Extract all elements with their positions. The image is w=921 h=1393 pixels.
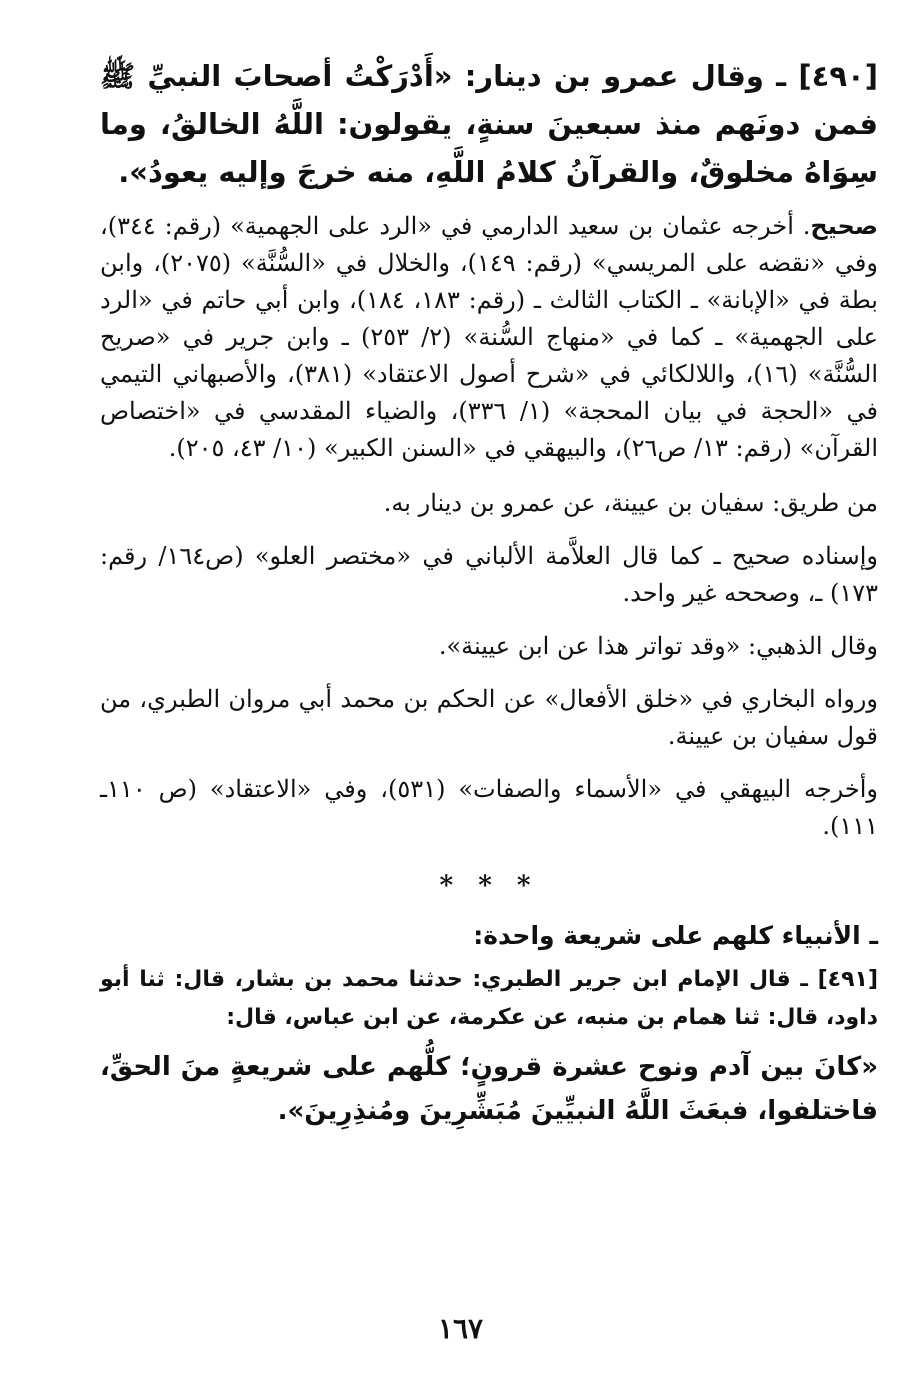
takhrij-paragraph-1-text: . أخرجه عثمان بن سعيد الدارمي في «الرد على الجهمية» (رقم: ٣٤٤)، وفي «نقضه على المريسي» (رقم: ١٤٩)، والخلال في «السُّنَّة» (٢٠٧٥)، وابن بطة في «الإبانة» ـ الكتاب الثالث ـ (رقم: ١٨٣، ١٨٤)، وابن أبي حاتم في «الرد على الجهمية» ـ كما في «منهاج السُّنة» (٢/ ٢٥٣) ـ وابن جرير في «صريح السُّنَّة» (١٦)، واللالكائي في «شرح أصول الاعتقاد» (٣٨١)، والأصبهاني التيمي في «الحجة في بيان المحجة» (١/ ٣٣٦)، والضياء المقدسي في «اختصاص القرآن» (رقم: ١٣/ ص٢٦)، والبيهقي في «السنن الكبير» (١٠/ ٤٣، ٢٠٥). (100, 212, 879, 462)
grading-label: صحيح (810, 212, 878, 240)
hadith-491-matn: «كانَ بين آدم ونوح عشرة قرونٍ؛ كلُّهم على شريعةٍ منَ الحقِّ، فاختلفوا، فبعَثَ اللَّهُ النبيِّينَ مُبَشِّرِينَ ومُنذِرِينَ». (100, 1052, 878, 1126)
page-number: ١٦٧ (437, 1312, 484, 1345)
takhrij-paragraph-5: ورواه البخاري في «خلق الأفعال» عن الحكم بن محمد أبي مروان الطبري، من قول سفيان بن عيينة. (100, 685, 878, 750)
takhrij-paragraph-1 (100, 208, 878, 467)
section-separator: * * * (439, 871, 539, 901)
takhrij-paragraph-2: من طريق: سفيان بن عيينة، عن عمرو بن دينار به. (383, 489, 878, 517)
takhrij-section (100, 208, 878, 845)
section-heading: ـ الأنبياء كلهم على شريعة واحدة: (473, 921, 878, 950)
page-content (100, 52, 878, 1133)
takhrij-paragraph-4: وقال الذهبي: «وقد تواتر هذا عن ابن عيينة». (438, 632, 878, 660)
hadith-491-isnad: [٤٩١] ـ قال الإمام ابن جرير الطبري: حدثنا محمد بن بشار، قال: ثنا أبو داود، قال: ثنا همام بن منبه، عن عكرمة، عن ابن عباس، قال: (100, 967, 878, 1030)
hadith-490-text: [٤٩٠] ـ وقال عمرو بن دينار: «أَدْرَكْتُ أصحابَ النبيِّ ﷺ فمن دونَهم منذ سبعينَ سنةٍ، يقولون: اللَّهُ الخالقُ، وما سِوَاهُ مخلوقٌ، والقرآنُ كلامُ اللَّهِ، منه خرجَ وإليه يعودُ». (100, 59, 878, 189)
takhrij-paragraph-3: وإسناده صحيح ـ كما قال العلاَّمة الألباني في «مختصر العلو» (ص١٦٤/ رقم: ١٧٣) ـ، وصححه غير واحد. (100, 542, 878, 607)
takhrij-paragraph-6: وأخرجه البيهقي في «الأسماء والصفات» (٥٣١)، وفي «الاعتقاد» (ص ١١٠ـ ١١١). (100, 775, 879, 840)
